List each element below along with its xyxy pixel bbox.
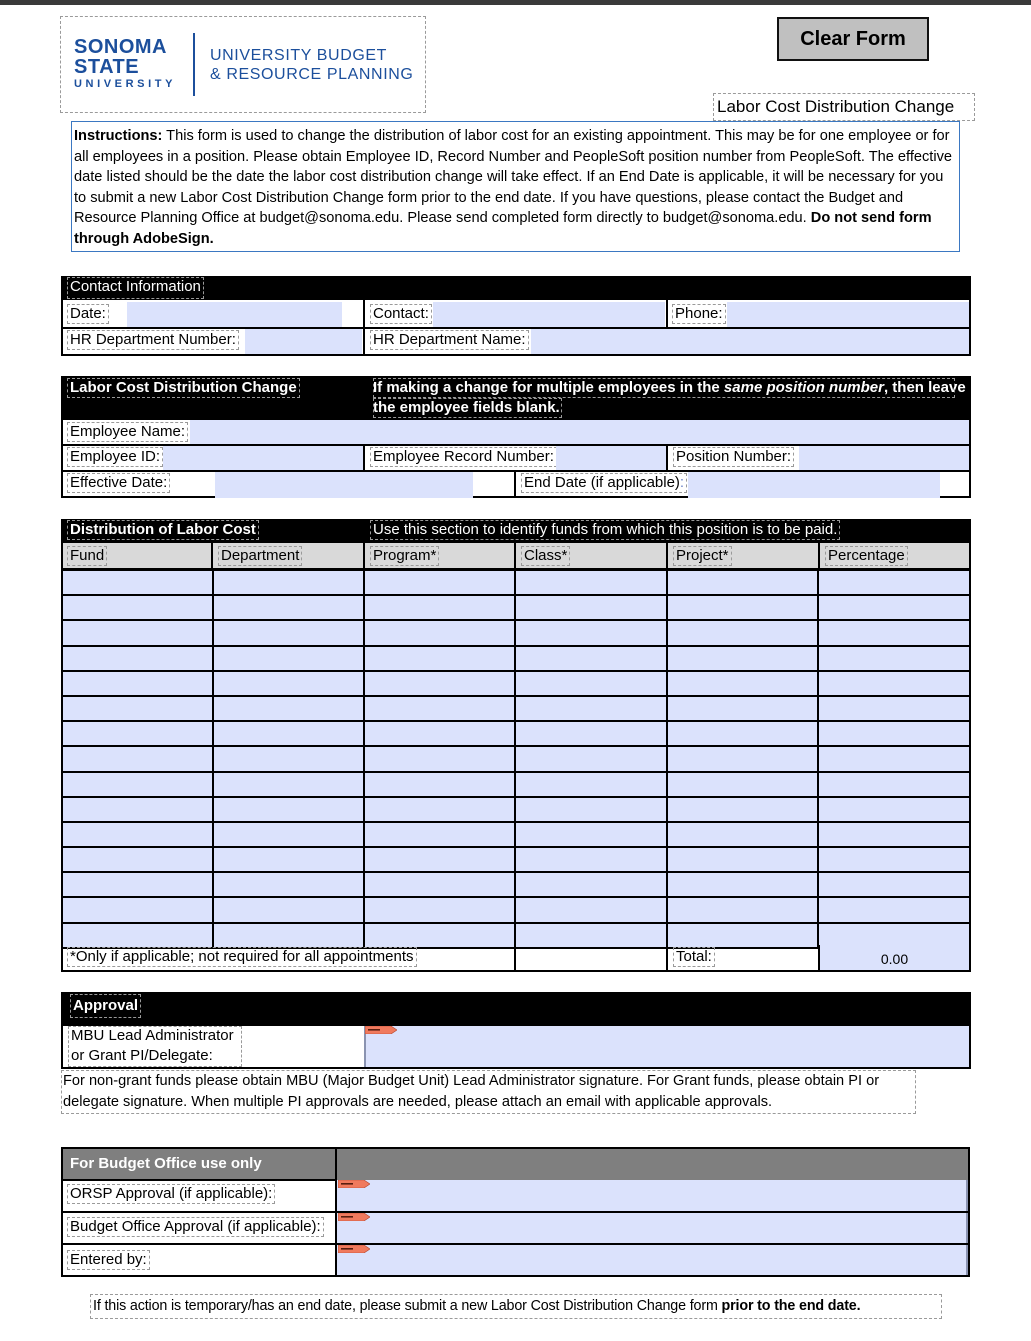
mbu-signature-field[interactable]: [364, 1026, 969, 1067]
distribution-cell-project-input[interactable]: [667, 772, 818, 797]
col-divider: [514, 543, 516, 570]
distribution-cell-department-input[interactable]: [213, 595, 364, 620]
distribution-cell-department-input[interactable]: [213, 646, 364, 671]
distribution-cell-fund-input[interactable]: [62, 872, 213, 897]
distribution-cell-project-input[interactable]: [667, 721, 818, 746]
distribution-cell-program-input[interactable]: [364, 721, 515, 746]
department-name: [210, 46, 413, 84]
distribution-cell-program-input[interactable]: [364, 872, 515, 897]
distribution-cell-percentage-input[interactable]: [818, 595, 970, 620]
effective-date-label: Effective Date:: [67, 473, 170, 493]
distribution-cell-project-input[interactable]: [667, 570, 818, 595]
sign-here-tag-icon: [365, 1026, 397, 1034]
distribution-cell-program-input[interactable]: [364, 797, 515, 822]
employee-id-label: Employee ID:: [67, 447, 163, 467]
dept-line-1: UNIVERSITY BUDGET: [210, 47, 388, 64]
hr-department-number-label: HR Department Number:: [67, 330, 239, 350]
distribution-cell-class-input[interactable]: [515, 696, 666, 721]
effective-date-input[interactable]: [215, 472, 473, 498]
window-top-bar: [0, 0, 1031, 5]
distribution-cell-class-input[interactable]: [515, 570, 666, 595]
distribution-cell-department-input[interactable]: [213, 620, 364, 645]
logo-line-state: STATE: [74, 56, 140, 78]
distribution-cell-percentage-input[interactable]: [818, 746, 970, 771]
distribution-cell-class-input[interactable]: [515, 822, 666, 847]
distribution-row: [62, 696, 970, 721]
logo-divider: [193, 33, 195, 96]
employee-name-label: Employee Name:: [67, 422, 188, 442]
distribution-cell-project-input[interactable]: [667, 620, 818, 645]
date-label: Date:: [67, 304, 109, 324]
distribution-cell-project-input[interactable]: [667, 872, 818, 897]
distribution-cell-program-input[interactable]: [364, 696, 515, 721]
dept-line-2: & RESOURCE PLANNING: [210, 66, 414, 83]
labor-change-section-title: Labor Cost Distribution Change: [67, 378, 300, 398]
form-title: Labor Cost Distribution Change: [713, 93, 975, 121]
row-divider: [61, 1179, 337, 1181]
column-header-project: Project*: [673, 546, 732, 566]
distribution-row: [62, 721, 970, 746]
distribution-cell-project-input[interactable]: [667, 646, 818, 671]
col-divider: [666, 300, 668, 328]
column-header-percentage: Percentage: [825, 546, 908, 566]
col-divider: [666, 543, 668, 570]
distribution-cell-fund-input[interactable]: [62, 797, 213, 822]
distribution-cell-percentage-input[interactable]: [818, 570, 970, 595]
distribution-cell-program-input[interactable]: [364, 847, 515, 872]
distribution-cell-fund-input[interactable]: [62, 646, 213, 671]
instructions-box: [71, 121, 960, 252]
distribution-cell-department-input[interactable]: [213, 772, 364, 797]
distribution-cell-class-input[interactable]: [515, 671, 666, 696]
distribution-cell-project-input[interactable]: [667, 595, 818, 620]
distribution-cell-department-input[interactable]: [213, 872, 364, 897]
contact-input[interactable]: [433, 302, 665, 327]
contact-section-title: Contact Information: [67, 277, 204, 299]
instructions-label: Instructions:: [74, 128, 163, 144]
sign-here-tag-icon: [338, 1245, 370, 1253]
distribution-cell-project-input[interactable]: [667, 671, 818, 696]
distribution-cell-percentage-input[interactable]: [818, 847, 970, 872]
distribution-cell-class-input[interactable]: [515, 620, 666, 645]
distribution-cell-department-input[interactable]: [213, 847, 364, 872]
instructions-text: This form is used to change the distribution of labor cost for an existing appointment. This may be for one employee or for all employees in a position. Please obtain Employee ID, Record Number and PeopleSoft position number from PeopleSoft. The effective date listed should be the date the labor cost distribution change will take effect. If an End Date is applicable, it will be necessary for you to submit a new Labor Cost Distribution Change form prior to the end date. If you have questions, please contact the Budget and Resource Planning Office at budget@sonoma.edu. Please send completed form directly to budget@sonoma.edu.: [74, 128, 953, 227]
distribution-cell-percentage-input[interactable]: [818, 897, 970, 922]
distribution-section-title: Distribution of Labor Cost: [67, 520, 259, 540]
column-header-class: Class*: [521, 546, 570, 566]
column-header-fund: Fund: [67, 546, 107, 566]
distribution-cell-department-input[interactable]: [213, 696, 364, 721]
mbu-approver-label: MBU Lead Administrator or Grant PI/Delegate:: [68, 1026, 242, 1067]
distribution-cell-program-input[interactable]: [364, 570, 515, 595]
distribution-cell-program-input[interactable]: [364, 620, 515, 645]
position-number-label: Position Number:: [673, 447, 794, 467]
distribution-cell-fund-input[interactable]: [62, 772, 213, 797]
distribution-cell-fund-input[interactable]: [62, 620, 213, 645]
employee-id-input[interactable]: [163, 446, 363, 470]
distribution-row: [62, 772, 970, 797]
column-header-department: Department: [218, 546, 302, 566]
col-divider: [363, 300, 365, 355]
budget-office-approval-label: Budget Office Approval (if applicable):: [67, 1217, 324, 1237]
distribution-cell-fund-input[interactable]: [62, 847, 213, 872]
end-date-input[interactable]: [688, 472, 940, 498]
distribution-row: [62, 872, 970, 897]
hr-department-number-input[interactable]: [245, 329, 362, 354]
instructions-warning: Do not send form through AdobeSign.: [74, 210, 932, 247]
distribution-cell-class-input[interactable]: [515, 872, 666, 897]
distribution-cell-percentage-input[interactable]: [818, 872, 970, 897]
hr-department-name-label: HR Department Name:: [370, 330, 529, 350]
total-percentage-value: 0.00: [820, 946, 969, 970]
distribution-cell-fund-input[interactable]: [62, 746, 213, 771]
distribution-cell-percentage-input[interactable]: [818, 772, 970, 797]
distribution-footnote: *Only if applicable; not required for all appointments: [67, 947, 417, 967]
distribution-row: [62, 797, 970, 822]
budget-office-approval-signature-field[interactable]: [337, 1213, 968, 1243]
col-divider: [666, 446, 668, 471]
distribution-cell-project-input[interactable]: [667, 797, 818, 822]
distribution-cell-department-input[interactable]: [213, 797, 364, 822]
orsp-approval-label: ORSP Approval (if applicable):: [67, 1184, 275, 1204]
logo-line-sonoma: SONOMA: [74, 36, 167, 58]
end-date-reminder: If this action is temporary/has an end date, please submit a new Labor Cost Distribution Change form prior to the end date.: [90, 1294, 942, 1319]
distribution-cell-program-input[interactable]: [364, 595, 515, 620]
distribution-cell-department-input[interactable]: [213, 897, 364, 922]
distribution-cell-project-input[interactable]: [667, 822, 818, 847]
distribution-cell-program-input[interactable]: [364, 897, 515, 922]
distribution-cell-fund-input[interactable]: [62, 671, 213, 696]
note-line-2: the employee fields blank.: [373, 399, 560, 416]
distribution-cell-project-input[interactable]: [667, 847, 818, 872]
distribution-cell-fund-input[interactable]: [62, 897, 213, 922]
contact-label: Contact:: [370, 304, 432, 324]
distribution-cell-class-input[interactable]: [515, 897, 666, 922]
employee-record-number-input[interactable]: [556, 446, 666, 470]
col-divider: [818, 543, 820, 570]
distribution-cell-department-input[interactable]: [213, 671, 364, 696]
distribution-cell-fund-input[interactable]: [62, 822, 213, 847]
clear-form-button[interactable]: Clear Form: [777, 17, 929, 61]
distribution-cell-fund-input[interactable]: [62, 721, 213, 746]
phone-label: Phone:: [672, 304, 726, 324]
distribution-cell-percentage-input[interactable]: [818, 620, 970, 645]
distribution-row: [62, 595, 970, 620]
distribution-cell-program-input[interactable]: [364, 746, 515, 771]
distribution-cell-percentage-input[interactable]: [818, 646, 970, 671]
position-number-input[interactable]: [799, 446, 969, 470]
orsp-approval-signature-field[interactable]: [337, 1180, 968, 1211]
distribution-cell-department-input[interactable]: [213, 570, 364, 595]
sign-here-tag-icon: [338, 1180, 370, 1188]
distribution-cell-class-input[interactable]: [515, 797, 666, 822]
distribution-cell-program-input[interactable]: [364, 646, 515, 671]
col-divider: [514, 945, 516, 972]
university-logo-wordmark: [74, 37, 167, 77]
distribution-cell-fund-input[interactable]: [62, 696, 213, 721]
distribution-cell-class-input[interactable]: [515, 746, 666, 771]
distribution-cell-department-input[interactable]: [213, 822, 364, 847]
distribution-row: [62, 570, 970, 595]
distribution-cell-percentage-input[interactable]: [818, 822, 970, 847]
distribution-row: [62, 646, 970, 671]
distribution-cell-fund-input[interactable]: [62, 570, 213, 595]
distribution-row: [62, 746, 970, 771]
col-divider: [211, 543, 213, 570]
col-divider: [363, 446, 365, 471]
total-label: Total:: [673, 947, 715, 967]
col-divider: [666, 945, 668, 972]
distribution-cell-class-input[interactable]: [515, 646, 666, 671]
distribution-cell-department-input[interactable]: [213, 746, 364, 771]
distribution-section-note: Use this section to identify funds from which this position is to be paid.: [370, 520, 840, 540]
distribution-cell-program-input[interactable]: [364, 822, 515, 847]
entered-by-signature-field[interactable]: [337, 1245, 968, 1275]
distribution-cell-class-input[interactable]: [515, 847, 666, 872]
end-date-label: End Date (if applicable):: [521, 473, 687, 493]
approval-section-title: Approval: [70, 994, 141, 1018]
approval-section-header: [61, 992, 971, 1026]
distribution-row: [62, 620, 970, 645]
distribution-cell-project-input[interactable]: [667, 746, 818, 771]
distribution-cell-class-input[interactable]: [515, 721, 666, 746]
distribution-row: [62, 671, 970, 696]
budget-office-title: For Budget Office use only: [70, 1155, 262, 1172]
distribution-cell-fund-input[interactable]: [62, 595, 213, 620]
distribution-cell-department-input[interactable]: [213, 721, 364, 746]
col-divider: [514, 471, 516, 497]
phone-input[interactable]: [727, 302, 969, 327]
entered-by-label: Entered by:: [67, 1250, 150, 1270]
approval-note: For non-grant funds please obtain MBU (Major Budget Unit) Lead Administrator signature. For Grant funds, please obtain PI or delegate signature. When multiple PI approvals are needed, please attach an email with applicable approvals.: [61, 1070, 916, 1114]
distribution-row: [62, 847, 970, 872]
distribution-cell-percentage-input[interactable]: [818, 671, 970, 696]
distribution-cell-class-input[interactable]: [515, 772, 666, 797]
distribution-cell-program-input[interactable]: [364, 671, 515, 696]
distribution-cell-percentage-input[interactable]: [818, 721, 970, 746]
column-header-program: Program*: [370, 546, 439, 566]
distribution-cell-percentage-input[interactable]: [818, 797, 970, 822]
employee-name-input[interactable]: [190, 420, 969, 444]
col-divider: [363, 543, 365, 570]
distribution-cell-program-input[interactable]: [364, 772, 515, 797]
hr-department-name-input[interactable]: [531, 329, 969, 354]
employee-record-number-label: Employee Record Number:: [370, 447, 557, 467]
distribution-table: [61, 569, 971, 949]
logo-line-university: UNIVERSITY: [74, 78, 177, 90]
distribution-cell-percentage-input[interactable]: [818, 696, 970, 721]
distribution-cell-project-input[interactable]: [667, 897, 818, 922]
date-input[interactable]: [127, 302, 342, 327]
note-line-1: If making a change for multiple employees in the same position number, then leave: [373, 379, 966, 396]
distribution-cell-class-input[interactable]: [515, 595, 666, 620]
distribution-cell-project-input[interactable]: [667, 696, 818, 721]
distribution-row: [62, 897, 970, 922]
sign-here-tag-icon: [338, 1213, 370, 1221]
multiple-employees-note: [370, 378, 966, 418]
distribution-row: [62, 822, 970, 847]
